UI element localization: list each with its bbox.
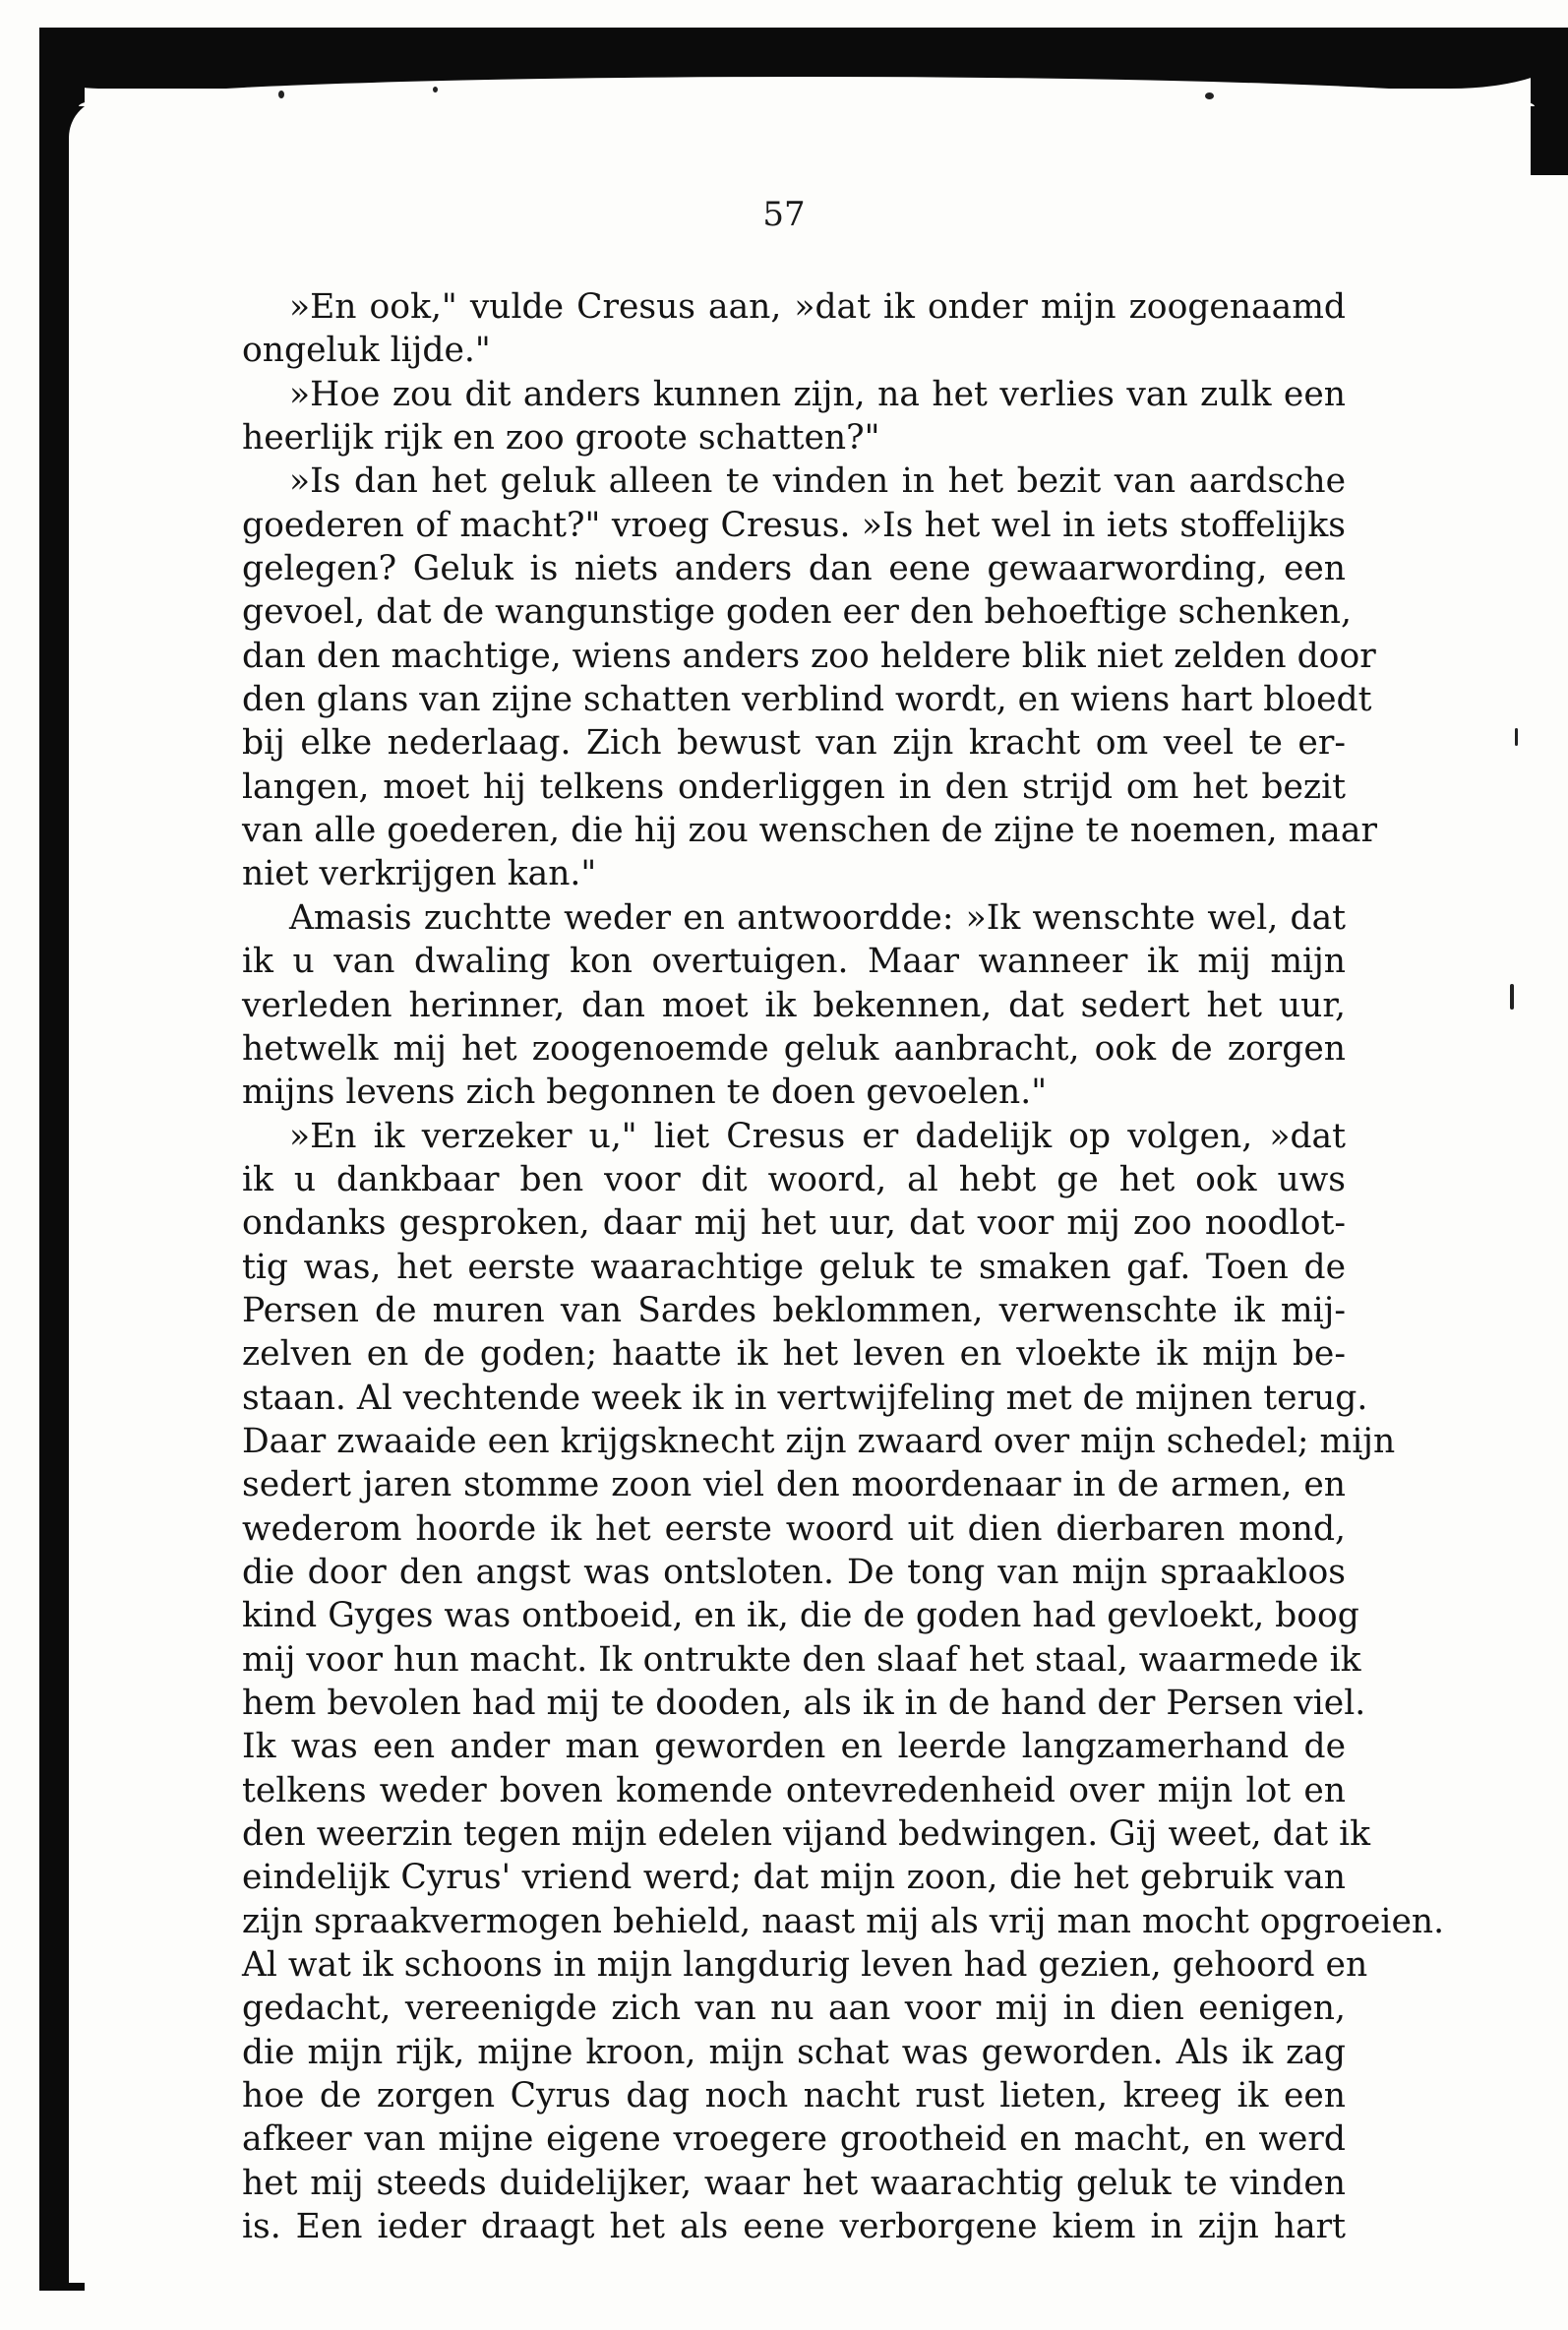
text-line: tig was, het eerste waarachtige geluk te smaken gaf. Toen de — [242, 1247, 1346, 1287]
text-line: ik u van dwaling kon overtuigen. Maar wanneer ik mij mijn — [242, 942, 1346, 982]
text-line: heerlijk rijk en zoo groote schatten?" — [242, 418, 880, 459]
text-line: kind Gyges was ontboeid, en ik, die de goden had gevloekt, boog — [242, 1596, 1359, 1636]
text-line: den glans van zijne schatten verblind wordt, en wiens hart bloedt — [242, 680, 1372, 720]
text-line: wederom hoorde ik het eerste woord uit dien dierbaren mond, — [242, 1508, 1346, 1549]
text-line: Persen de muren van Sardes beklommen, verwenschte ik mij- — [242, 1290, 1346, 1330]
text-line: ik u dankbaar ben voor dit woord, al hebt ge het ook uws — [242, 1159, 1346, 1199]
scan-speck — [278, 91, 284, 98]
text-line: die door den angst was ontsloten. De tong van mijn spraakloos — [242, 1552, 1346, 1592]
scan-speck — [1515, 728, 1518, 746]
text-line: bij elke nederlaag. Zich bewust van zijn kracht om veel te er- — [242, 723, 1346, 764]
text-line: hetwelk mij het zoogenoemde geluk aanbracht, ook de zorgen — [242, 1028, 1346, 1069]
text-line: telkens weder boven komende ontevredenheid over mijn lot en — [242, 1770, 1346, 1810]
text-line: Daar zwaaide een krijgsknecht zijn zwaard over mijn schedel; mijn — [242, 1421, 1396, 1461]
text-line: ongeluk lijde." — [242, 331, 491, 371]
scan-speck — [433, 87, 438, 92]
text-line: mij voor hun macht. Ik ontrukte den slaaf het staal, waarmede ik — [242, 1639, 1361, 1680]
text-line: ondanks gesproken, daar mij het uur, dat voor mij zoo noodlot- — [242, 1203, 1346, 1244]
text-line: staan. Al vechtende week ik in vertwijfeling met de mijnen terug. — [242, 1378, 1368, 1418]
text-line: gedacht, vereenigde zich van nu aan voor mij in dien eenigen, — [242, 1989, 1346, 2029]
text-line: hoe de zorgen Cyrus dag noch nacht rust lieten, kreeg ik een — [242, 2076, 1346, 2116]
text-line: sedert jaren stomme zoon viel den moordenaar in de armen, en — [242, 1465, 1346, 1505]
text-line: den weerzin tegen mijn edelen vijand bedwingen. Gij weet, dat ik — [242, 1814, 1371, 1855]
text-line: Al wat ik schoons in mijn langdurig leven had gezien, gehoord en — [242, 1945, 1368, 1986]
text-line: mijns levens zich begonnen te doen gevoelen." — [242, 1073, 1048, 1113]
text-line: »En ook," vulde Cresus aan, »dat ik onder mijn zoogenaamd — [289, 287, 1346, 327]
text-line: eindelijk Cyrus' vriend werd; dat mijn zoon, die het gebruik van — [242, 1858, 1346, 1898]
text-line: langen, moet hij telkens onderliggen in den strijd om het bezit — [242, 766, 1346, 807]
text-line: goederen of macht?" vroeg Cresus. »Is het wel in iets stoffelijks — [242, 505, 1346, 545]
scan-speck — [1205, 92, 1214, 99]
text-line: gelegen? Geluk is niets anders dan eene gewaarwording, een — [242, 549, 1346, 589]
text-line: »Hoe zou dit anders kunnen zijn, na het verlies van zulk een — [289, 374, 1346, 414]
text-line: niet verkrijgen kan." — [242, 854, 597, 894]
text-line: Amasis zuchtte weder en antwoordde: »Ik wenschte wel, dat — [289, 897, 1346, 938]
text-line: verleden herinner, dan moet ik bekennen, dat sedert het uur, — [242, 985, 1346, 1025]
text-line: die mijn rijk, mijne kroon, mijn schat was geworden. Als ik zag — [242, 2032, 1346, 2072]
scan-border-right — [1531, 28, 1568, 175]
text-line: het mij steeds duidelijker, waar het waarachtig geluk te vinden — [242, 2163, 1346, 2203]
page-left-curve — [69, 98, 108, 2283]
text-line: gevoel, dat de wangunstige goden eer den behoeftige schenken, — [242, 592, 1352, 633]
text-line: is. Een ieder draagt het als eene verborgene kiem in zijn hart — [242, 2207, 1346, 2247]
text-line: afkeer van mijne eigene vroegere grootheid en macht, en werd — [242, 2119, 1346, 2160]
text-line: zijn spraakvermogen behield, naast mij als vrij man mocht opgroeien. — [242, 1901, 1445, 1941]
text-line: hem bevolen had mij te dooden, als ik in de hand der Persen viel. — [242, 1684, 1366, 1723]
scan-speck — [1510, 984, 1514, 1010]
text-line: Ik was een ander man geworden en leerde langzamerhand de — [242, 1727, 1346, 1767]
text-line: van alle goederen, die hij zou wenschen de zijne te noemen, maar — [242, 811, 1377, 851]
text-line: »Is dan het geluk alleen te vinden in het bezit van aardsche — [289, 461, 1346, 502]
text-line: zelven en de goden; haatte ik het leven en vloekte ik mijn be- — [242, 1334, 1346, 1375]
page-number: 57 — [762, 195, 806, 234]
body-text — [242, 285, 1445, 2248]
text-line: »En ik verzeker u," liet Cresus er dadelijk op volgen, »dat — [289, 1116, 1346, 1156]
text-line: dan den machtige, wiens anders zoo heldere blik niet zelden door — [242, 636, 1376, 676]
